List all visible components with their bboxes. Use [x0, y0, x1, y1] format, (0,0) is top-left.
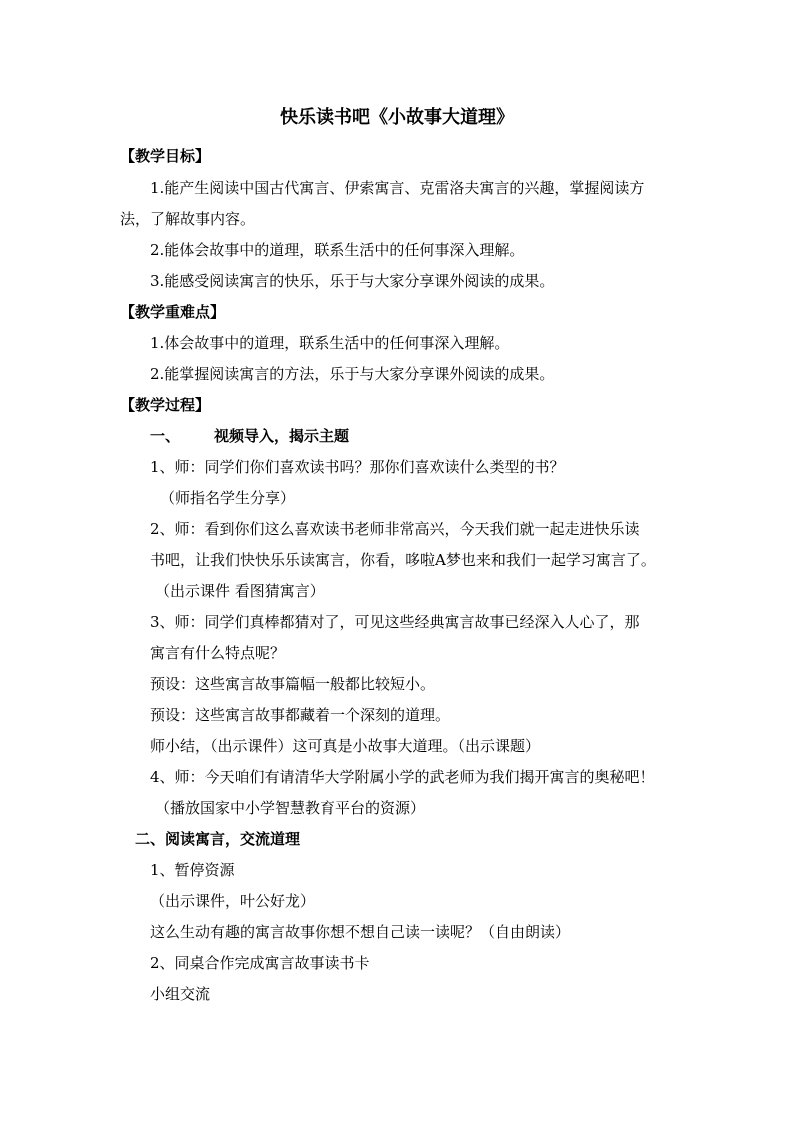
heading-teaching-process: 【教学过程】: [120, 396, 211, 414]
heading-teaching-goals: 【教学目标】: [120, 147, 211, 165]
process-line: 小组交流: [150, 985, 211, 1003]
process-line: （出示课件 看图猜寓言）: [155, 582, 325, 600]
process-line: 2、同桌合作完成寓言故事读书卡: [150, 954, 370, 972]
section-one-number: 一、: [150, 427, 181, 445]
process-line: 3、师：同学们真棒都猜对了，可见这些经典寓言故事已经深入人心了，那: [150, 613, 640, 631]
document-title: 快乐读书吧《小故事大道理》: [280, 107, 514, 128]
heading-key-points: 【教学重难点】: [120, 303, 226, 321]
process-line: 1、师：同学们你们喜欢读书吗？那你们喜欢读什么类型的书？: [150, 458, 565, 476]
goal-item: 2.能体会故事中的道理，联系生活中的任何事深入理解。: [150, 241, 525, 259]
process-line: 寓言有什么特点呢？: [150, 644, 286, 662]
keypoint-item: 1.体会故事中的道理，联系生活中的任何事深入理解。: [150, 334, 510, 352]
process-line: 预设：这些寓言故事都藏着一个深刻的道理。: [150, 706, 451, 724]
goal-item: 1.能产生阅读中国古代寓言、伊索寓言、克雷洛夫寓言的兴趣，掌握阅读方: [150, 179, 645, 197]
process-line: 书吧，让我们快快乐乐读寓言，你看，哆啦A梦也来和我们一起学习寓言了。: [150, 551, 656, 569]
process-line: 1、暂停资源: [150, 861, 235, 879]
process-line: 师小结，（出示课件）这可真是小故事大道理。（出示课题）: [150, 737, 541, 755]
goal-item: 3.能感受阅读寓言的快乐，乐于与大家分享课外阅读的成果。: [150, 272, 555, 290]
process-line: 4、师：今天咱们有请清华大学附属小学的武老师为我们揭开寓言的奥秘吧！: [150, 768, 655, 786]
process-line: （师指名学生分享）: [160, 489, 296, 507]
section-one-heading: [150, 426, 349, 446]
goal-item-continuation: 法，了解故事内容。: [120, 210, 256, 228]
process-line: 2、师：看到你们这么喜欢读书老师非常高兴，今天我们就一起走进快乐读: [150, 520, 640, 538]
process-line: 预设：这些寓言故事篇幅一般都比较短小。: [150, 675, 436, 693]
section-one-title: 视频导入，揭示主题: [214, 427, 350, 445]
process-line: （出示课件，叶公好龙）: [150, 892, 316, 910]
process-line: 这么生动有趣的寓言故事你想不想自己读一读呢？（自由朗读）: [150, 923, 571, 941]
process-line: （播放国家中小学智慧教育平台的资源）: [155, 799, 426, 817]
keypoint-item: 2.能掌握阅读寓言的方法，乐于与大家分享课外阅读的成果。: [150, 365, 555, 383]
section-two-heading: 二、阅读寓言，交流道理: [135, 830, 301, 848]
